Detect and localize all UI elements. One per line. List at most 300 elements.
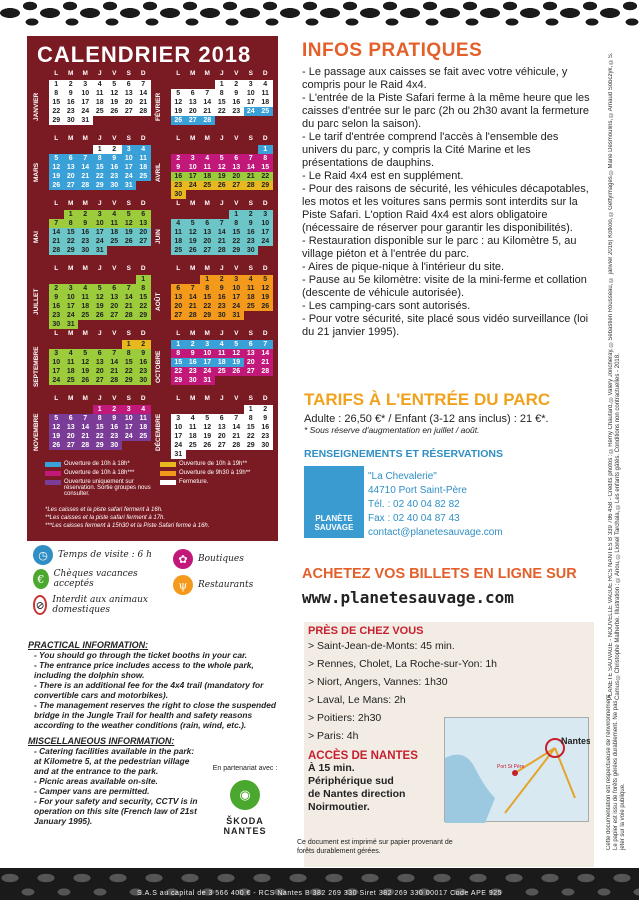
day-cell: 13 xyxy=(136,219,151,228)
day-cell: 2 xyxy=(258,405,273,414)
day-cell: 27 xyxy=(215,441,230,450)
day-cell: 10 xyxy=(49,358,64,367)
day-cell: 7 xyxy=(244,154,259,163)
info-item: - Le Raid 4x4 est en supplément. xyxy=(302,170,464,182)
empty-cell xyxy=(49,210,64,219)
day-cell: 16 xyxy=(244,228,259,237)
tarifs-title: TARIFS À L'ENTRÉE DU PARC xyxy=(304,390,551,409)
day-cell: 26 xyxy=(49,441,64,450)
map-park-label: Port St Père xyxy=(497,764,525,770)
day-cell: 3 xyxy=(171,414,186,423)
day-cell: 14 xyxy=(258,349,273,358)
empty-cell xyxy=(186,275,201,284)
day-cell: 11 xyxy=(107,219,122,228)
day-cell: 21 xyxy=(78,432,93,441)
day-cell: 21 xyxy=(258,358,273,367)
infos-pratiques xyxy=(302,40,592,339)
day-cell: 29 xyxy=(136,311,151,320)
restaurants-label: Restaurants xyxy=(198,580,254,590)
day-cell: 24 xyxy=(258,237,273,246)
day-head: S xyxy=(248,395,253,402)
day-cell: 10 xyxy=(78,89,93,98)
day-cell: 30 xyxy=(49,320,64,329)
month-septembre xyxy=(33,330,152,393)
day-cell: 17 xyxy=(49,367,64,376)
empty-cell xyxy=(122,275,137,284)
day-cell: 24 xyxy=(200,367,215,376)
empty-cell xyxy=(64,145,79,154)
empty-cell xyxy=(215,210,230,219)
month-name: AOÛT xyxy=(155,292,162,312)
day-cell: 13 xyxy=(107,293,122,302)
day-cell: 31 xyxy=(229,311,244,320)
day-cell: 1 xyxy=(215,80,230,89)
legend-swatch xyxy=(160,480,176,485)
note-line: **Les caisses et la piste safari ferment à 17h. xyxy=(45,515,166,521)
legend-item xyxy=(45,479,160,497)
day-cell: 25 xyxy=(244,302,259,311)
day-head: L xyxy=(54,135,59,142)
day-cell: 5 xyxy=(49,154,64,163)
day-headers xyxy=(49,135,151,142)
day-head: V xyxy=(234,200,239,207)
day-cell: 7 xyxy=(136,80,151,89)
day-head: S xyxy=(248,265,253,272)
day-cell: 14 xyxy=(78,423,93,432)
animals xyxy=(33,595,153,615)
day-cell: 25 xyxy=(186,441,201,450)
day-head: J xyxy=(97,395,102,402)
day-cell: 15 xyxy=(200,293,215,302)
day-cell: 28 xyxy=(229,441,244,450)
day-head: S xyxy=(126,395,131,402)
pres-title: PRÈS DE CHEZ VOUS xyxy=(308,625,424,637)
day-head: D xyxy=(262,265,268,272)
misc-title: MISCELLANEOUS INFORMATION: xyxy=(28,736,175,746)
month-décembre xyxy=(155,395,274,458)
calendar-panel xyxy=(27,36,278,541)
day-head: V xyxy=(112,330,117,337)
day-head: V xyxy=(234,70,239,77)
day-head: D xyxy=(140,395,146,402)
empty-cell xyxy=(171,80,186,89)
day-cell: 9 xyxy=(215,284,230,293)
day-cell: 3 xyxy=(49,349,64,358)
tarifs-note: * Sous réserve d'augmentation en juillet / août. xyxy=(304,425,480,435)
acces-line: Périphérique sud xyxy=(308,775,394,787)
practical-item: - Catering facilities available in the park: at Kilometre 5, at the pedestrian village and at the entrance to the park. xyxy=(34,746,195,776)
day-cell: 7 xyxy=(186,284,201,293)
day-cell: 24 xyxy=(229,302,244,311)
day-head: M xyxy=(204,395,210,402)
cutlery-icon: ψ xyxy=(173,575,193,595)
day-head: D xyxy=(140,200,146,207)
day-cell: 7 xyxy=(258,340,273,349)
day-cell: 21 xyxy=(186,302,201,311)
email-link[interactable]: contact@planetesauvage.com xyxy=(368,527,503,538)
day-head: L xyxy=(176,135,181,142)
practical-item: - Picnic areas available on-site. xyxy=(34,776,158,786)
day-cell: 23 xyxy=(258,432,273,441)
day-cell: 9 xyxy=(49,293,64,302)
day-cell: 31 xyxy=(122,181,137,190)
legend-label: Fermeture. xyxy=(179,479,209,485)
day-cell: 4 xyxy=(64,349,79,358)
buy-online xyxy=(302,566,602,607)
day-cell: 24 xyxy=(122,172,137,181)
day-cell: 20 xyxy=(136,228,151,237)
day-cell: 10 xyxy=(93,219,108,228)
day-cell: 7 xyxy=(122,284,137,293)
day-head: D xyxy=(262,330,268,337)
nearby-block xyxy=(304,622,594,867)
day-cell: 14 xyxy=(186,293,201,302)
road xyxy=(505,748,555,813)
env-vertical: Cette documentation est respectueuse de l'environnement. Le papier est issu de forêts gérées durablement. Ne pas jeter sur la voie publique. xyxy=(606,693,626,850)
day-head: V xyxy=(234,395,239,402)
distance-item: > Rennes, Cholet, La Roche-sur-Yon: 1h xyxy=(308,658,498,670)
website-link[interactable]: www.planetesauvage.com xyxy=(302,588,514,607)
day-cell: 22 xyxy=(136,302,151,311)
empty-cell xyxy=(229,405,244,414)
day-cell: 26 xyxy=(200,441,215,450)
day-cell: 25 xyxy=(215,367,230,376)
park-marker xyxy=(512,770,518,776)
day-cell: 14 xyxy=(107,358,122,367)
day-cell: 12 xyxy=(258,284,273,293)
day-cell: 15 xyxy=(229,228,244,237)
legend-swatch xyxy=(160,471,176,476)
day-cell: 15 xyxy=(49,98,64,107)
day-cell: 23 xyxy=(78,237,93,246)
day-cell: 19 xyxy=(229,358,244,367)
day-head: V xyxy=(112,395,117,402)
practical-title: PRACTICAL INFORMATION: xyxy=(28,640,149,650)
day-cell: 28 xyxy=(136,107,151,116)
day-cell: 9 xyxy=(78,219,93,228)
day-head: M xyxy=(82,330,88,337)
day-cell: 11 xyxy=(171,228,186,237)
day-cell: 27 xyxy=(200,246,215,255)
practical-item: - The management reserves the right to close the suspended bridge in the Jungle Trail for health and safety reasons according to the weather conditions (rain, wind, etc.). xyxy=(34,700,277,730)
empty-cell xyxy=(107,275,122,284)
day-cell: 1 xyxy=(122,340,137,349)
day-cell: 16 xyxy=(229,98,244,107)
day-head: M xyxy=(204,70,210,77)
day-head: M xyxy=(68,70,74,77)
day-cell: 1 xyxy=(171,340,186,349)
day-cell: 15 xyxy=(122,358,137,367)
day-cell: 19 xyxy=(78,367,93,376)
empty-cell xyxy=(93,275,108,284)
empty-cell xyxy=(171,405,186,414)
day-cell: 25 xyxy=(64,376,79,385)
day-cell: 13 xyxy=(229,163,244,172)
day-cell: 8 xyxy=(49,89,64,98)
day-cell: 27 xyxy=(64,181,79,190)
legend-item xyxy=(160,479,275,485)
day-cell: 24 xyxy=(93,237,108,246)
day-cell: 18 xyxy=(186,432,201,441)
day-cell: 14 xyxy=(136,89,151,98)
month-name: JANVIER xyxy=(33,92,40,122)
day-head: L xyxy=(176,330,181,337)
day-grid xyxy=(49,405,151,450)
day-cell: 18 xyxy=(215,358,230,367)
day-headers xyxy=(171,265,273,272)
day-cell: 10 xyxy=(186,163,201,172)
day-head: J xyxy=(219,265,224,272)
legend-item xyxy=(45,461,160,467)
day-cell: 7 xyxy=(49,219,64,228)
day-cell: 28 xyxy=(200,116,215,125)
day-cell: 4 xyxy=(215,340,230,349)
day-head: S xyxy=(126,330,131,337)
day-head: V xyxy=(112,70,117,77)
day-cell: 20 xyxy=(64,432,79,441)
day-cell: 19 xyxy=(49,432,64,441)
day-cell: 2 xyxy=(229,80,244,89)
day-cell: 13 xyxy=(215,423,230,432)
day-head: J xyxy=(97,265,102,272)
day-head: M xyxy=(204,265,210,272)
day-cell: 9 xyxy=(107,414,122,423)
day-headers xyxy=(171,70,273,77)
legend-label: Ouverture de 10h à 19h** xyxy=(179,461,248,467)
day-cell: 6 xyxy=(200,219,215,228)
day-head: L xyxy=(176,265,181,272)
calendar-title: CALENDRIER 2018 xyxy=(37,42,252,67)
day-cell: 13 xyxy=(171,293,186,302)
day-cell: 15 xyxy=(136,293,151,302)
day-cell: 12 xyxy=(122,219,137,228)
visit-time xyxy=(33,545,152,565)
empty-cell xyxy=(64,405,79,414)
empty-cell xyxy=(49,340,64,349)
giraffe-pattern-top xyxy=(0,0,639,26)
day-cell: 6 xyxy=(171,284,186,293)
day-head: S xyxy=(248,330,253,337)
day-cell: 20 xyxy=(122,98,137,107)
day-cell: 8 xyxy=(93,154,108,163)
day-cell: 14 xyxy=(122,293,137,302)
day-cell: 7 xyxy=(78,154,93,163)
day-cell: 11 xyxy=(64,358,79,367)
icons-block xyxy=(33,545,283,630)
day-cell: 16 xyxy=(107,423,122,432)
day-cell: 6 xyxy=(215,414,230,423)
day-cell: 26 xyxy=(122,237,137,246)
day-cell: 22 xyxy=(93,432,108,441)
day-grid xyxy=(171,275,273,320)
day-head: V xyxy=(234,330,239,337)
restaurants xyxy=(173,575,253,595)
empty-cell xyxy=(78,145,93,154)
day-cell: 12 xyxy=(93,293,108,302)
day-cell: 26 xyxy=(49,181,64,190)
day-cell: 18 xyxy=(64,367,79,376)
day-cell: 3 xyxy=(258,210,273,219)
day-cell: 28 xyxy=(107,376,122,385)
day-cell: 5 xyxy=(107,80,122,89)
empty-cell xyxy=(64,340,79,349)
region-map xyxy=(444,717,589,822)
day-cell: 9 xyxy=(136,349,151,358)
day-cell: 2 xyxy=(171,154,186,163)
day-cell: 21 xyxy=(244,172,259,181)
month-name: JUIN xyxy=(155,229,162,245)
day-cell: 2 xyxy=(244,210,259,219)
day-cell: 28 xyxy=(244,181,259,190)
empty-cell xyxy=(93,340,108,349)
day-grid xyxy=(171,210,273,255)
distance-item: > Poitiers: 2h30 xyxy=(308,712,382,724)
day-cell: 30 xyxy=(107,181,122,190)
day-cell: 3 xyxy=(200,340,215,349)
info-item: - L'entrée de la Piste Safari ferme à la même heure que les caisses d'entrée sur le parc (2h ou 2h30 avant la fermeture du parc selon la saison). xyxy=(302,92,590,130)
day-cell: 24 xyxy=(171,441,186,450)
day-cell: 4 xyxy=(136,145,151,154)
day-cell: 18 xyxy=(200,172,215,181)
day-grid xyxy=(49,210,151,255)
day-cell: 21 xyxy=(49,237,64,246)
day-cell: 21 xyxy=(200,107,215,116)
day-head: M xyxy=(68,265,74,272)
day-cell: 19 xyxy=(186,237,201,246)
day-cell: 18 xyxy=(93,98,108,107)
legend-label: Ouverture de 10h à 18h*** xyxy=(64,470,135,476)
day-head: L xyxy=(54,200,59,207)
day-head: V xyxy=(112,200,117,207)
practical-item: - There is an additional fee for the 4x4 trail (mandatory for convertible cars and motorbikes). xyxy=(34,680,264,700)
day-cell: 27 xyxy=(107,311,122,320)
day-head: V xyxy=(234,135,239,142)
day-cell: 21 xyxy=(136,98,151,107)
day-headers xyxy=(49,200,151,207)
day-cell: 22 xyxy=(244,432,259,441)
info-item: - Pause au 5e kilomètre: visite de la mini-ferme et collation (descente de véhicule autorisée). xyxy=(302,274,587,299)
day-grid xyxy=(171,340,273,385)
day-cell: 16 xyxy=(186,358,201,367)
day-head: J xyxy=(219,395,224,402)
day-head: V xyxy=(234,265,239,272)
day-cell: 2 xyxy=(49,284,64,293)
day-cell: 25 xyxy=(136,172,151,181)
day-cell: 15 xyxy=(93,423,108,432)
empty-cell xyxy=(49,145,64,154)
day-head: M xyxy=(204,200,210,207)
empty-cell xyxy=(107,340,122,349)
day-cell: 23 xyxy=(186,367,201,376)
day-cell: 7 xyxy=(107,349,122,358)
contact-line: Tél. : 02 40 04 82 82 xyxy=(368,499,460,510)
month-août xyxy=(155,265,274,328)
empty-cell xyxy=(49,405,64,414)
day-cell: 17 xyxy=(122,163,137,172)
tarifs-prices: Adulte : 26,50 €* / Enfant (3-12 ans inclus) : 21 €*. xyxy=(304,413,549,425)
day-head: J xyxy=(97,135,102,142)
day-cell: 9 xyxy=(186,349,201,358)
day-cell: 12 xyxy=(200,423,215,432)
day-cell: 20 xyxy=(200,237,215,246)
day-head: M xyxy=(68,135,74,142)
acces-title: ACCÈS DE NANTES xyxy=(308,750,418,762)
day-cell: 24 xyxy=(244,107,259,116)
day-cell: 22 xyxy=(93,172,108,181)
day-head: S xyxy=(248,135,253,142)
info-item: - Le passage aux caisses se fait avec votre véhicule, y compris pour le Raid 4x4. xyxy=(302,66,568,91)
day-cell: 6 xyxy=(122,80,137,89)
day-cell: 19 xyxy=(258,293,273,302)
month-name: DÉCEMBRE xyxy=(155,413,162,451)
day-cell: 12 xyxy=(49,423,64,432)
day-cell: 29 xyxy=(244,441,259,450)
day-cell: 27 xyxy=(136,237,151,246)
day-head: M xyxy=(204,330,210,337)
day-cell: 18 xyxy=(78,302,93,311)
animals-label: Interdit aux animaux domestiques xyxy=(52,595,148,615)
day-cell: 24 xyxy=(78,107,93,116)
day-cell: 12 xyxy=(229,349,244,358)
day-cell: 30 xyxy=(244,246,259,255)
legend-label: Ouverture de 9h30 à 19h** xyxy=(179,470,251,476)
day-cell: 25 xyxy=(107,237,122,246)
day-grid xyxy=(49,275,151,329)
month-avril xyxy=(155,135,274,198)
visit-time-label: Temps de visite : 6 h xyxy=(58,550,152,560)
day-cell: 17 xyxy=(171,432,186,441)
day-cell: 20 xyxy=(93,367,108,376)
skoda-logo-icon: ◉ xyxy=(230,780,260,810)
day-cell: 28 xyxy=(215,246,230,255)
day-cell: 23 xyxy=(64,107,79,116)
day-cell: 8 xyxy=(136,284,151,293)
day-headers xyxy=(171,330,273,337)
day-cell: 10 xyxy=(244,89,259,98)
day-cell: 25 xyxy=(93,107,108,116)
cheques xyxy=(33,569,153,589)
empty-cell xyxy=(171,210,186,219)
day-cell: 2 xyxy=(186,340,201,349)
calendar-notes xyxy=(45,506,209,530)
day-cell: 25 xyxy=(258,107,273,116)
day-cell: 20 xyxy=(171,302,186,311)
month-name: MAI xyxy=(33,231,40,243)
month-janvier xyxy=(33,70,152,133)
day-cell: 24 xyxy=(49,376,64,385)
no-pets-icon: ⊘ xyxy=(33,595,47,615)
day-cell: 5 xyxy=(229,340,244,349)
skoda-label: ŠKODA xyxy=(226,816,264,826)
contact-info xyxy=(368,470,503,540)
distance-item: > Saint-Jean-de-Monts: 45 min. xyxy=(308,640,455,652)
day-cell: 25 xyxy=(200,181,215,190)
clock-icon: ◷ xyxy=(33,545,53,565)
day-head: M xyxy=(82,395,88,402)
day-cell: 30 xyxy=(78,246,93,255)
day-cell: 17 xyxy=(200,358,215,367)
rens-title: RENSEIGNEMENTS ET RÉSERVATIONS xyxy=(304,448,503,460)
month-mai xyxy=(33,200,152,263)
day-head: J xyxy=(97,70,102,77)
day-cell: 26 xyxy=(107,107,122,116)
day-head: L xyxy=(176,200,181,207)
day-cell: 23 xyxy=(244,237,259,246)
day-cell: 4 xyxy=(258,80,273,89)
day-cell: 24 xyxy=(122,432,137,441)
day-cell: 9 xyxy=(258,414,273,423)
day-head: M xyxy=(190,135,196,142)
